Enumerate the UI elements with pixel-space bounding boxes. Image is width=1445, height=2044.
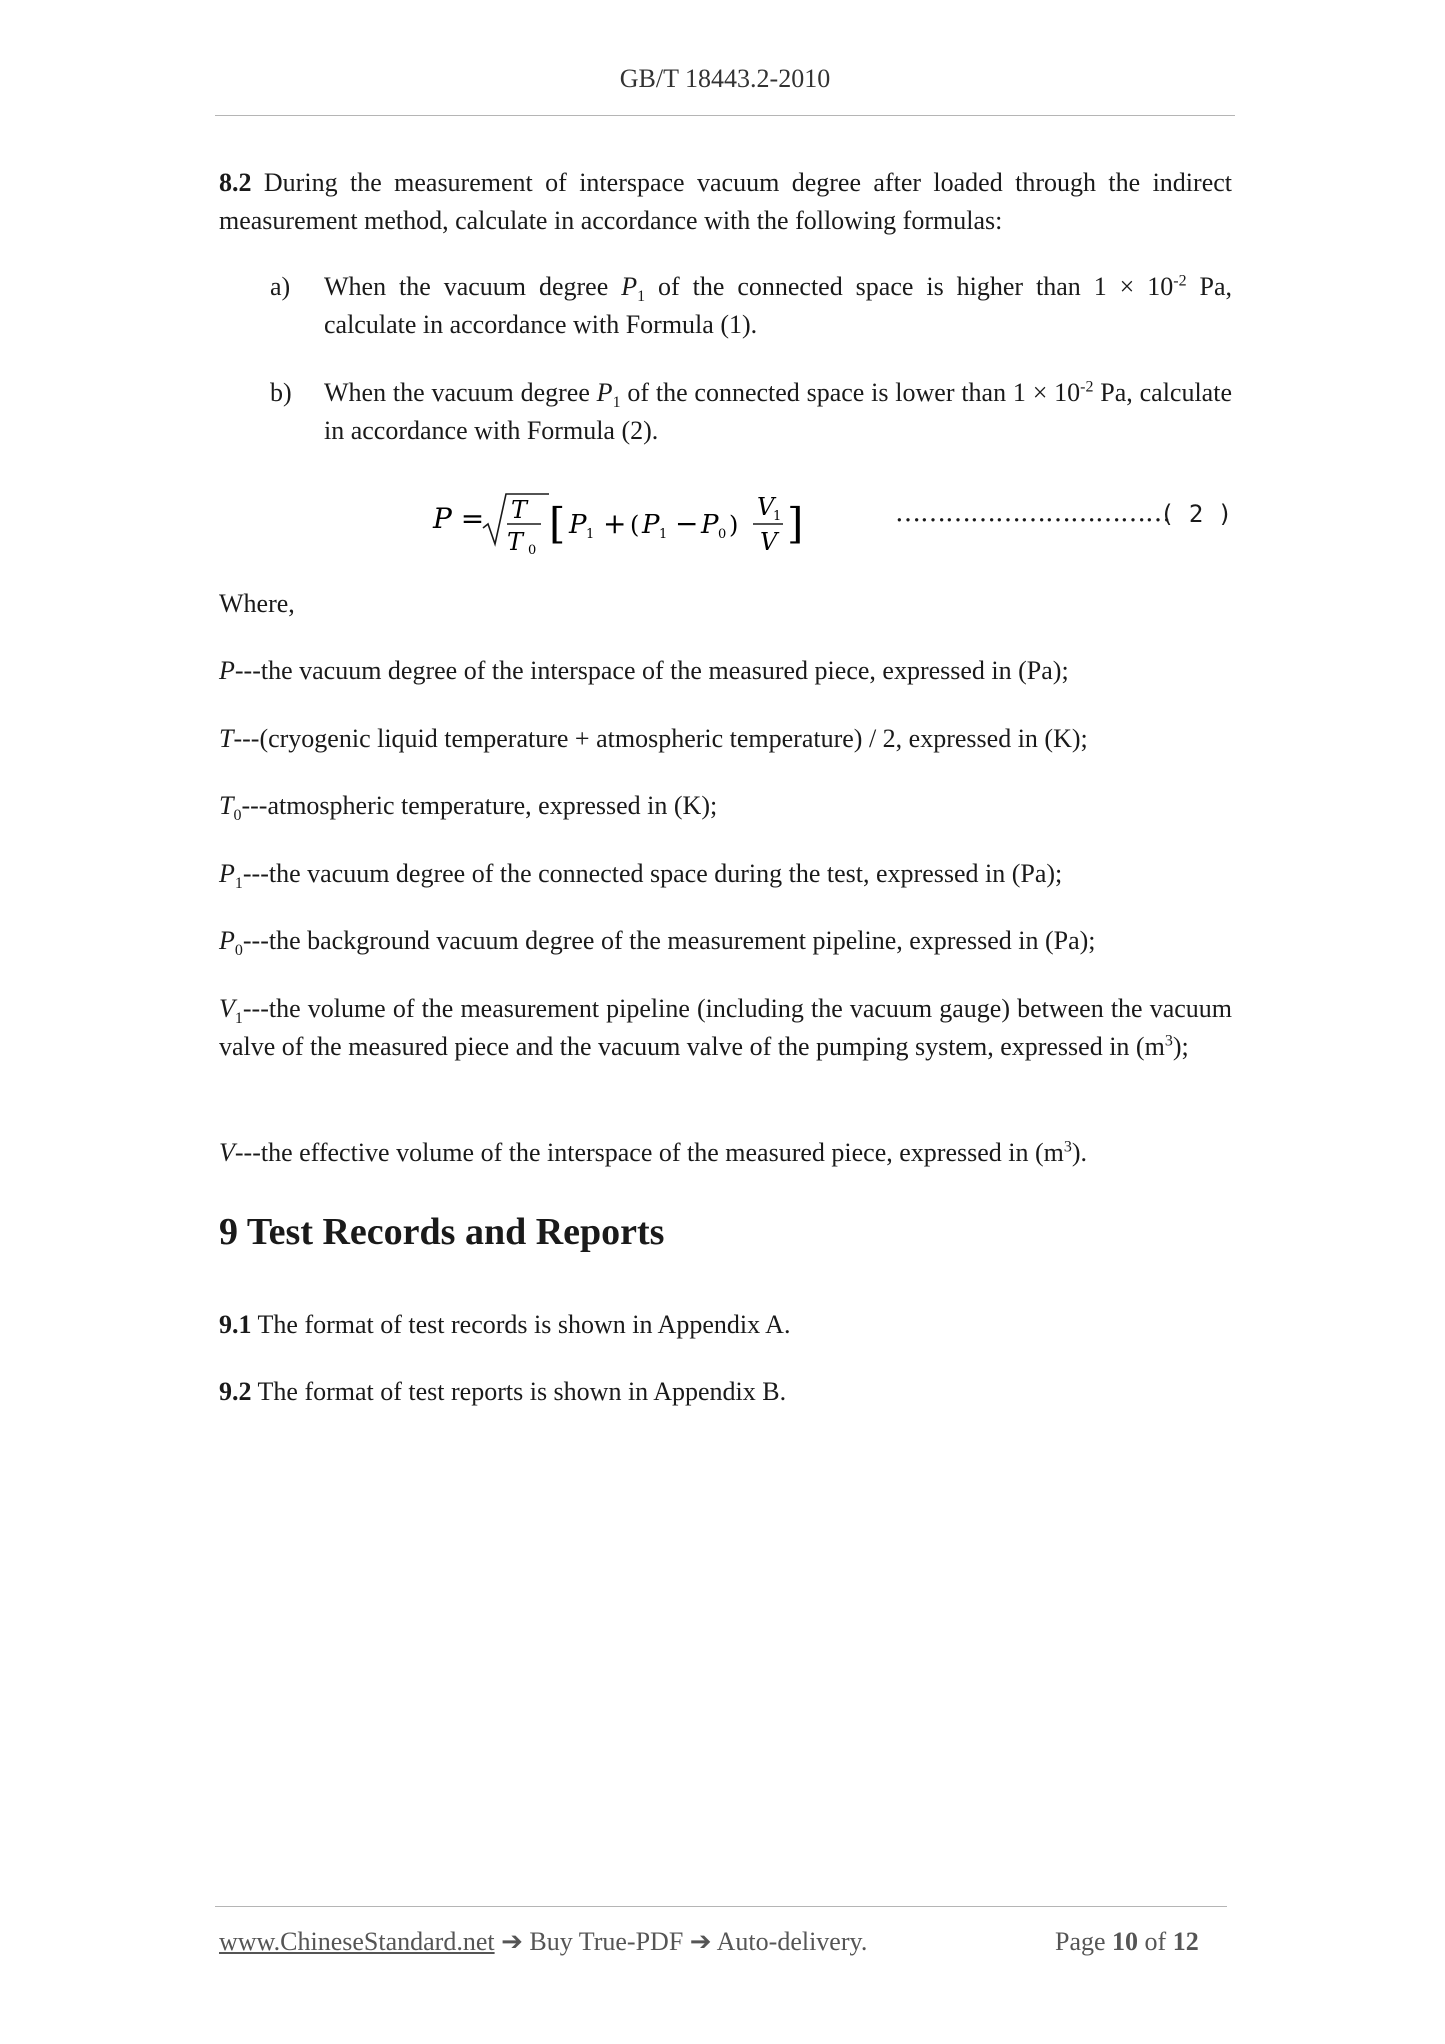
term-P1-sub: 1	[586, 527, 595, 542]
clause-text: The format of test records is shown in Appendix A.	[251, 1310, 791, 1339]
clause-9-2	[219, 1373, 1232, 1411]
list-marker: a)	[270, 272, 291, 301]
document-header: GB/T 18443.2-2010	[619, 64, 831, 93]
term-P1: P	[569, 510, 587, 540]
footer-divider	[215, 1906, 1227, 1907]
footer-promo: www.ChineseStandard.net ➔ Buy True-PDF ➔ Auto-delivery.	[219, 1927, 868, 1956]
formula-graphic	[425, 478, 845, 568]
denominator-T: T	[506, 528, 524, 556]
formula-number: ( 2 )	[1160, 500, 1233, 528]
clause-text: During the measurement of interspace vacuum degree after loaded through the indirect measurement method, calculate in accordance with the following formulas:	[219, 168, 1232, 235]
numerator-V1-sub: 1	[773, 509, 782, 524]
plus-sign: +	[603, 507, 627, 540]
where-label: Where,	[219, 589, 295, 618]
list-marker: b)	[270, 378, 292, 407]
clause-number: 9.1	[219, 1310, 252, 1339]
definition-P0: $P_0--$-the background vacuum degree of the measurement pipeline, expressed in (Pa);	[219, 926, 1096, 960]
definition-P1: $P_1--$-the vacuum degree of the connected space during the test, expressed in (Pa);	[219, 859, 1063, 893]
minus-sign: −	[675, 507, 699, 540]
clause-number: 9.2	[219, 1377, 252, 1406]
list-item-text: When the vacuum degree $P_1$ of the connected space is higher than $1 \times 10^{-2}$ Pa, calculate in accordance with Formula (1).	[324, 272, 1233, 339]
right-bracket: ]	[787, 499, 804, 548]
arrow-icon: ➔	[689, 1927, 712, 1956]
left-paren: (	[630, 511, 640, 539]
page-number: Page 10 of 12	[1055, 1927, 1199, 1956]
formula-lhs: P =	[433, 502, 485, 535]
clause-9-1	[219, 1306, 1232, 1344]
arrow-icon: ➔	[501, 1927, 523, 1956]
right-paren: )	[729, 511, 739, 539]
left-bracket: [	[549, 499, 566, 548]
definition-P: P---the vacuum degree of the interspace of the measured piece, expressed in (Pa);	[219, 656, 1069, 685]
formula-2	[425, 478, 845, 568]
definition-V: V---the effective volume of the interspace of the measured piece, expressed in $(m^3)$.	[219, 1138, 1088, 1167]
term-P0-sub: 0	[718, 527, 727, 542]
definition-V1: $V_1--$-the volume of the measurement pipeline (including the vacuum gauge) between the vacuum valve of the measured piece and the vacuum valve of the pumping system, expressed in $(m^3)$;	[219, 994, 1232, 1061]
list-item-text: When the vacuum degree $P_1$ of the connected space is lower than $1 \times 10^{-2}$ Pa, calculate in accordance with Formula (2).	[324, 378, 1232, 445]
section-heading: 9 Test Records and Reports	[219, 1211, 665, 1253]
numerator-T: T	[510, 496, 528, 524]
denominator-sub: 0	[528, 543, 537, 558]
numerator-V1: V	[757, 493, 775, 521]
clause-number: 8.2	[219, 168, 252, 197]
definition-T: T---(cryogenic liquid temperature + atmospheric temperature) / 2, expressed in (K);	[219, 724, 1088, 753]
website-link[interactable]: www.ChineseStandard.net	[219, 1927, 495, 1956]
term-P1b-sub: 1	[659, 527, 668, 542]
header-divider	[215, 115, 1235, 116]
formula-leader-dots: ……………………………	[895, 498, 1170, 528]
clause-text: The format of test reports is shown in Appendix B.	[251, 1377, 787, 1406]
definition-T0: $T_0--$-atmospheric temperature, expressed in (K);	[219, 791, 718, 825]
term-P1b: P	[642, 510, 660, 540]
term-P0: P	[701, 510, 719, 540]
clause-8-2	[219, 164, 1232, 240]
denominator-V: V	[760, 528, 778, 556]
